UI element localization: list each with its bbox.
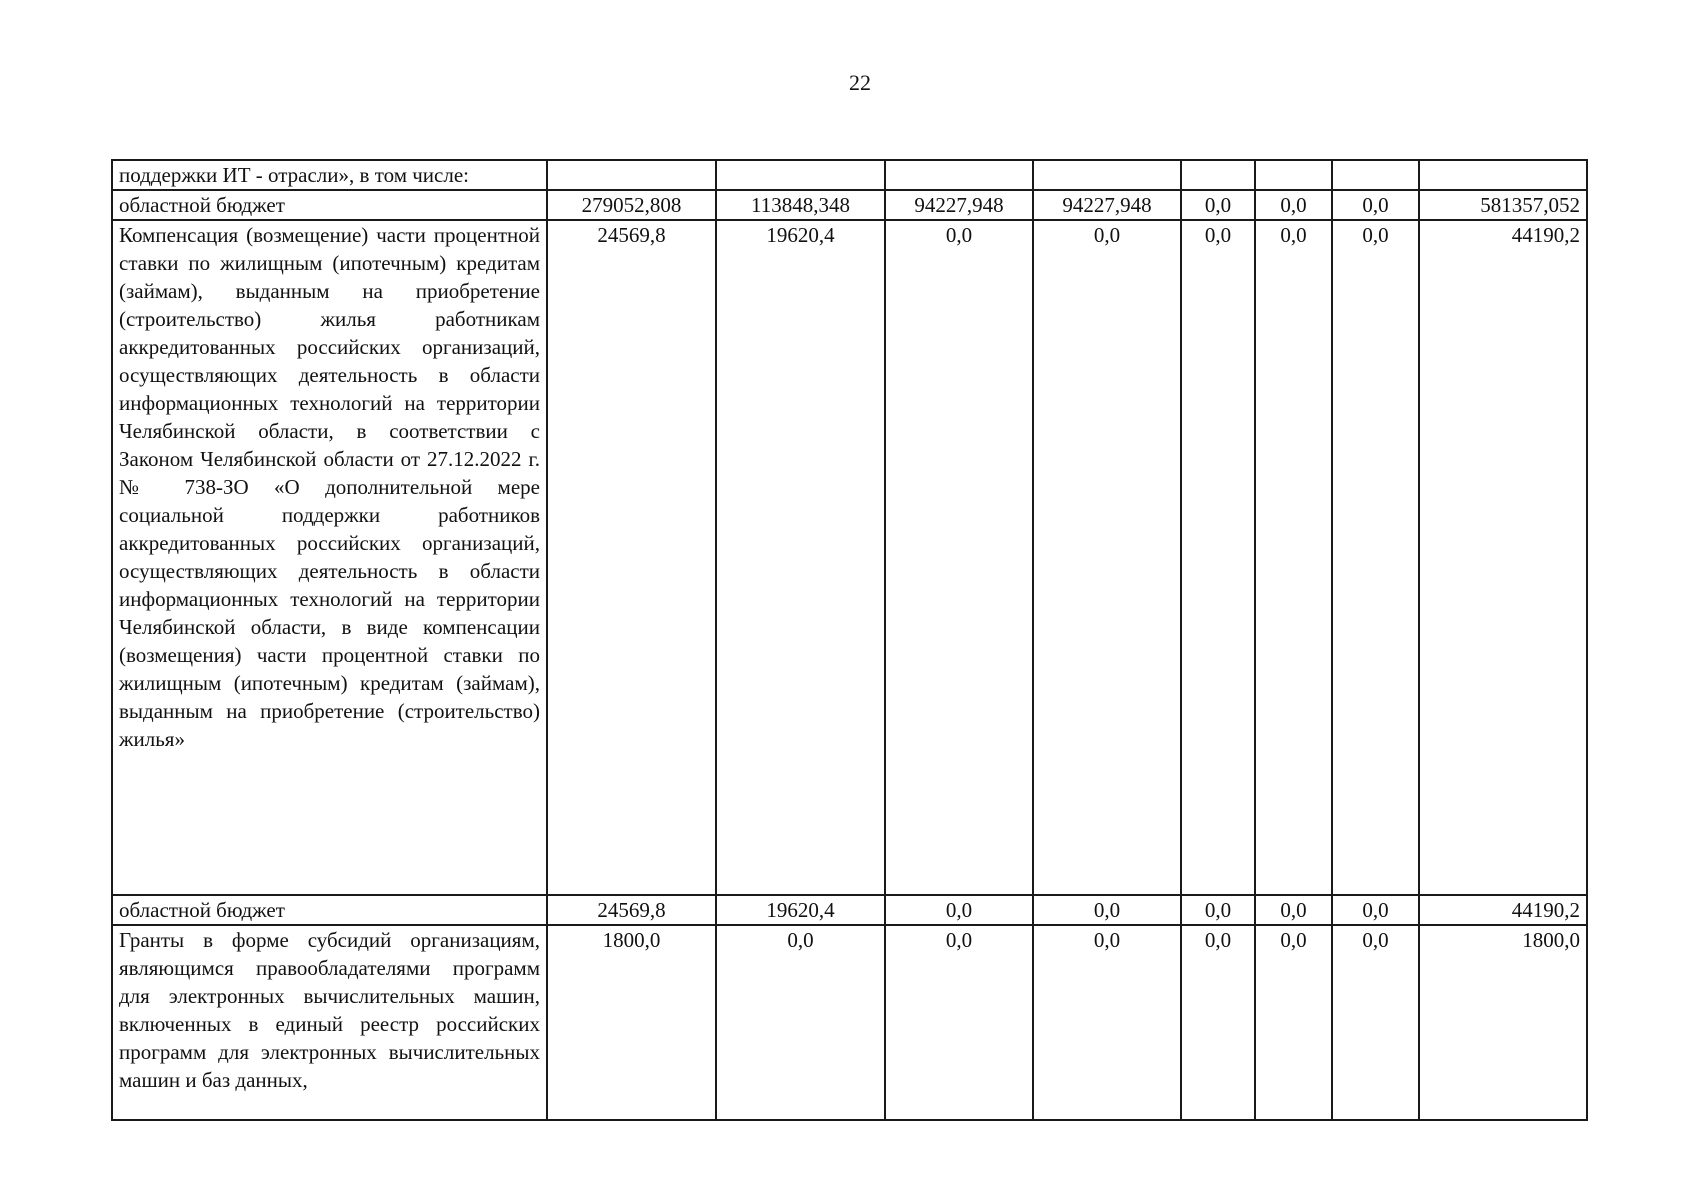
table-row	[112, 895, 1587, 925]
cell-value: 0,0	[1332, 925, 1419, 1120]
table-row	[112, 925, 1587, 1120]
table-row	[112, 220, 1587, 895]
cell-total: 44190,2	[1419, 220, 1587, 895]
cell-value: 24569,8	[547, 220, 716, 895]
cell-value: 279052,808	[547, 190, 716, 220]
cell-value: 0,0	[1255, 925, 1332, 1120]
table-row	[112, 190, 1587, 220]
cell-value: 0,0	[1332, 220, 1419, 895]
cell-value: 0,0	[716, 925, 885, 1120]
cell-value: 0,0	[1181, 190, 1255, 220]
cell-value: 0,0	[1255, 220, 1332, 895]
cell-value: 19620,4	[716, 895, 885, 925]
cell-value: 19620,4	[716, 220, 885, 895]
budget-table	[111, 159, 1588, 1121]
cell-value: 0,0	[1181, 220, 1255, 895]
cell-value: 0,0	[1181, 895, 1255, 925]
cell-value: 1800,0	[547, 925, 716, 1120]
cell-value	[1255, 160, 1332, 190]
cell-value	[716, 160, 885, 190]
row-label: областной бюджет	[112, 190, 547, 220]
row-label: Гранты в форме субсидий организациям, являющимся правообладателями программ для электронных вычислительных машин, включенных в единый реестр российских программ для электронных вычислительных машин и баз данных,	[112, 925, 547, 1120]
cell-value: 0,0	[1332, 895, 1419, 925]
cell-value: 0,0	[1181, 925, 1255, 1120]
cell-value: 0,0	[1033, 220, 1181, 895]
cell-value: 0,0	[885, 925, 1033, 1120]
cell-value: 24569,8	[547, 895, 716, 925]
cell-value: 0,0	[1332, 190, 1419, 220]
row-label: областной бюджет	[112, 895, 547, 925]
cell-value: 113848,348	[716, 190, 885, 220]
cell-value	[1332, 160, 1419, 190]
cell-value: 0,0	[1033, 925, 1181, 1120]
cell-value: 0,0	[1255, 190, 1332, 220]
cell-value	[1033, 160, 1181, 190]
cell-total	[1419, 160, 1587, 190]
cell-value: 94227,948	[1033, 190, 1181, 220]
cell-total: 44190,2	[1419, 895, 1587, 925]
cell-value: 0,0	[1255, 895, 1332, 925]
cell-value	[885, 160, 1033, 190]
row-label: поддержки ИТ - отрасли», в том числе:	[112, 160, 547, 190]
table-row	[112, 160, 1587, 190]
cell-value: 0,0	[1033, 895, 1181, 925]
row-label: Компенсация (возмещение) части процентной ставки по жилищным (ипотечным) кредитам (займам), выданным на приобретение (строительство) жилья работникам аккредитованных российских организаций, осуществляющих деятельность в области информационных технологий на территории Челябинской области, в соответствии с Законом Челябинской области от 27.12.2022 г. № 738-ЗО «О дополнительной мере социальной поддержки работников аккредитованных российских организаций, осуществляющих деятельность в области информационных технологий на территории Челябинской области, в виде компенсации (возмещения) части процентной ставки по жилищным (ипотечным) кредитам (займам), выданным на приобретение (строительство) жилья»	[112, 220, 547, 895]
cell-value	[547, 160, 716, 190]
cell-value: 0,0	[885, 895, 1033, 925]
cell-value: 0,0	[885, 220, 1033, 895]
cell-total: 1800,0	[1419, 925, 1587, 1120]
page-number: 22	[849, 70, 871, 95]
cell-total: 581357,052	[1419, 190, 1587, 220]
cell-value	[1181, 160, 1255, 190]
cell-value: 94227,948	[885, 190, 1033, 220]
